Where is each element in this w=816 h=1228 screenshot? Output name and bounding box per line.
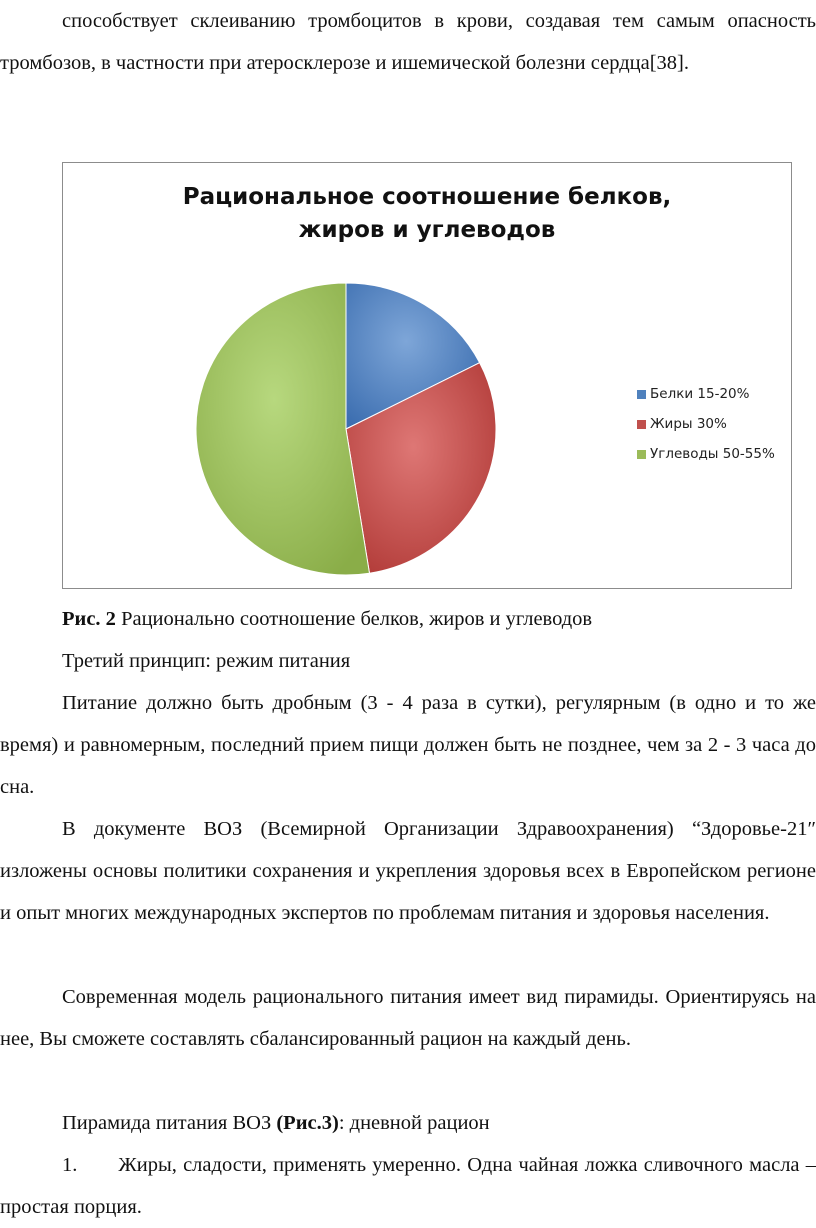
figure-caption-text: Рационально соотношение белков, жиров и углеводов: [115, 608, 593, 630]
figure-caption: [62, 598, 592, 640]
legend-swatch-fats: [637, 420, 646, 429]
legend-label-fats: Жиры 30%: [650, 416, 727, 432]
legend-swatch-proteins: [637, 390, 646, 399]
paragraph-meal-regime: Питание должно быть дробным (3 - 4 раза в сутки), регулярным (в одно и то же время) и равномерным, последний прием пищи должен быть не позднее, чем за 2 - 3 часа до сна.: [0, 692, 816, 798]
pyramid-line-text: Пирамида питания ВОЗ: [62, 1112, 277, 1134]
legend-item-proteins: [637, 379, 775, 409]
chart-title-line-2: жиров и углеводов: [298, 217, 556, 243]
pyramid-line-suffix: : дневной рацион: [338, 1112, 490, 1134]
legend-swatch-carbs: [637, 450, 646, 459]
list-item-1: 1. Жиры, сладости, применять умеренно. Одна чайная ложка сливочного масла – простая порция.: [0, 1154, 816, 1218]
intro-paragraph: способствует склеиванию тромбоцитов в крови, создавая тем самым опасность тромбозов, в частности при атеросклерозе и ишемической болезни сердца[38].: [0, 10, 816, 74]
pie-slice-carbs: [196, 283, 369, 575]
pyramid-line-figure-ref: (Рис.3): [276, 1112, 339, 1134]
pie-chart-canvas: [63, 163, 793, 590]
paragraph-pyramid-model: Современная модель рационального питания имеет вид пирамиды. Ориентируясь на нее, Вы сможете составлять сбалансированный рацион на каждый день.: [0, 986, 816, 1050]
legend-item-fats: [637, 409, 775, 439]
paragraph-who-document: В документе ВОЗ (Всемирной Организации Здравоохранения) “Здоровье-21″ изложены основы политики сохранения и укрепления здоровья всех в Европейском регионе и опыт многих международных экспертов по проблемам питания и здоровья населения.: [0, 818, 816, 924]
pie-chart: [62, 162, 792, 589]
chart-title-line-1: Рациональное соотношение белков,: [182, 184, 672, 210]
legend-item-carbs: [637, 439, 775, 469]
principle-heading: Третий принцип: режим питания: [62, 650, 351, 672]
figure-caption-label: Рис. 2: [62, 608, 116, 630]
legend-label-carbs: Углеводы 50-55%: [650, 446, 775, 462]
pyramid-line: [62, 1102, 490, 1144]
chart-legend: [637, 379, 775, 469]
legend-label-proteins: Белки 15-20%: [650, 386, 750, 402]
